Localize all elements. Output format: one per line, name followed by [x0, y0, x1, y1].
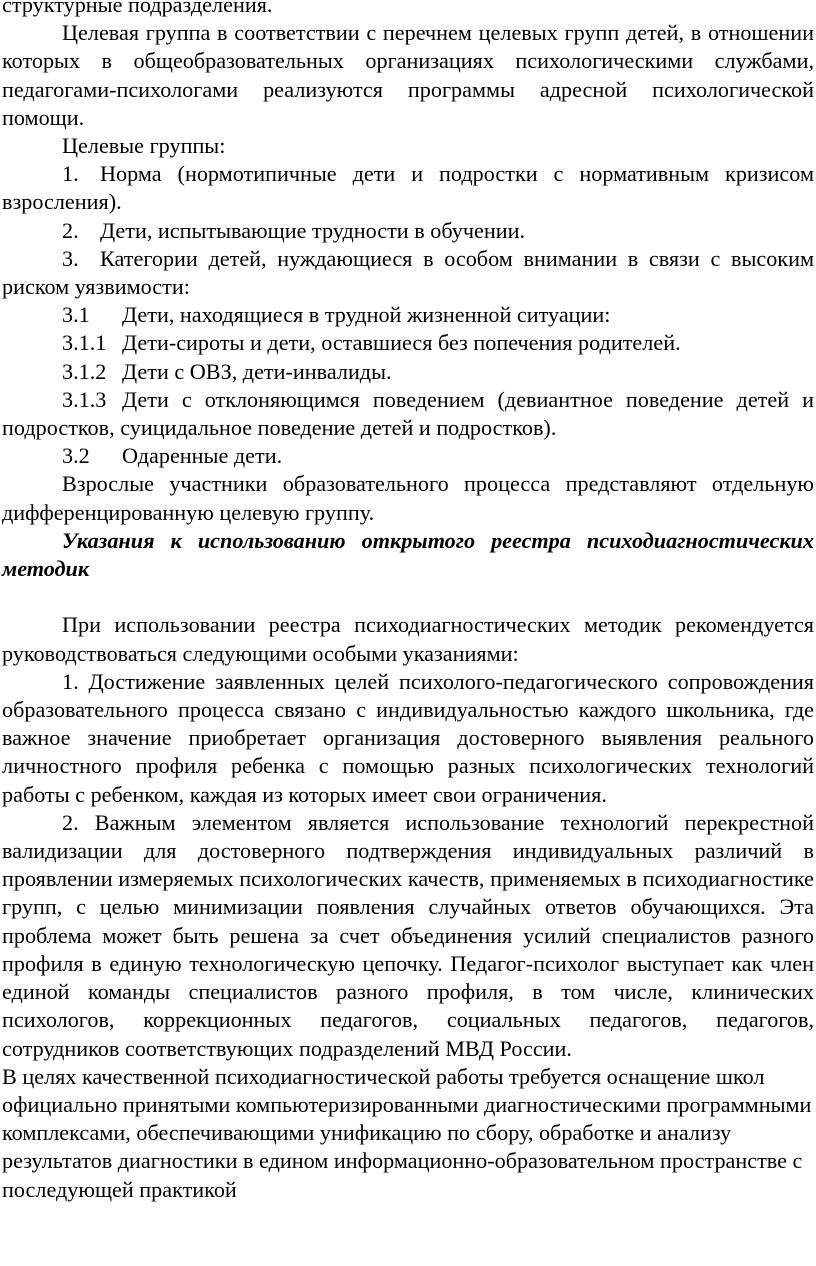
list-item	[2, 160, 814, 216]
list-item	[2, 329, 814, 357]
paragraph-adults: Взрослые участники образовательного процесса представляют отдельную дифференцированную целевую группу.	[2, 471, 814, 525]
list-item-number: 1.	[62, 161, 79, 187]
instruction-text: Достижение заявленных целей психолого-педагогического сопровождения образовательного процесса связано с индивидуальностью каждого школьника, где важное значение приобретает организация достоверного выявления реального личностного профиля ребенка с помощью разных психологических технологий работы с ребенком, каждая из которых имеет свои ограничения.	[2, 668, 815, 807]
list-item-text: Дети-сироты и дети, оставшиеся без попечения родителей.	[122, 330, 681, 356]
list-item	[2, 217, 814, 245]
list-item-number: 3.1.2	[62, 358, 107, 384]
list-item-text: Дети с отклоняющимся поведением (девиантное поведение детей и подростков, суицидальное поведение детей и подростков).	[2, 386, 814, 441]
list-item-number: 2.	[62, 217, 79, 243]
paragraph-target-groups-label: Целевые группы:	[62, 133, 226, 159]
blank-line	[2, 583, 814, 611]
list-item-text: Одаренные дети.	[122, 443, 283, 469]
paragraph-registry-usage: При использовании реестра психодиагностических методик рекомендуется руководствоваться следующими особыми указаниями:	[2, 612, 814, 666]
list-item	[2, 245, 814, 301]
list-item-text: Категории детей, нуждающиеся в особом внимании в связи с высоким риском уязвимости:	[2, 245, 814, 300]
numbered-instruction-2	[2, 809, 814, 1063]
list-item-text: Норма (нормотипичные дети и подростки с нормативным кризисом взросления).	[2, 161, 814, 215]
list-item	[2, 301, 814, 329]
list-item	[2, 386, 814, 442]
list-item-text: Дети, испытывающие трудности в обучении.	[100, 217, 526, 243]
instruction-text: Важным элементом является использование технологий перекрестной валидизации для достоверного подтверждения индивидуальных различий в проявлении измеряемых психологических качеств, применяемых в психодиагностике групп, с целью минимизации появления случайных ответов обучающихся. Эта проблема может быть решена за счет объединения усилий специалистов разного профиля в единую технологическую цепочку. Педагог-психолог выступает как член единой команды специалистов разного профиля, в том числе, клинических психологов, коррекционных педагогов, социальных педагогов, педагогов, сотрудников соответствующих подразделений МВД России.	[2, 809, 814, 1061]
paragraph-continuation: структурные подразделения.	[2, 0, 273, 17]
section-heading: Указания к использованию открытого реестра психодиагностических методик	[2, 527, 814, 582]
list-item	[2, 358, 814, 386]
list-item-text: Дети, находящиеся в трудной жизненной ситуации:	[122, 302, 611, 328]
list-item-number: 3.1	[62, 302, 90, 328]
list-item-number: 3.2	[62, 443, 90, 469]
list-item-number: 3.	[62, 245, 79, 271]
list-item-text: Дети с ОВЗ, дети-инвалиды.	[122, 358, 392, 384]
paragraph-target-group: Целевая группа в соответствии с перечнем целевых групп детей, в отношении которых в общеобразовательных организациях психологическими службами, педагогами-психологами реализуются программы адресной психологической помощи.	[2, 20, 814, 130]
list-item-number: 3.1.1	[62, 330, 107, 356]
paragraph-equipment: В целях качественной психодиагностической работы требуется оснащение школ официально принятыми компьютеризированными диагностическими программными комплексами, обеспечивающими унификацию по сбору, обработке и анализу результатов диагностики в едином информационно-образовательном пространстве с последующей практикой	[2, 1063, 812, 1202]
list-item-number: 3.1.3	[62, 386, 107, 412]
instruction-number: 1.	[62, 668, 79, 694]
list-item	[2, 442, 814, 470]
instruction-number: 2.	[62, 809, 79, 835]
numbered-instruction-1	[2, 668, 814, 809]
